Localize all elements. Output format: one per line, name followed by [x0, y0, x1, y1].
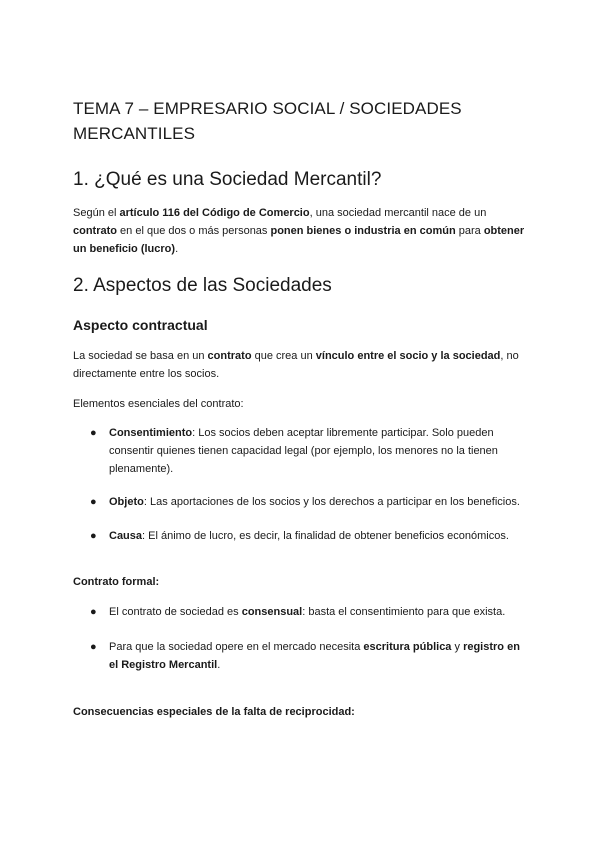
list-item: Objeto: Las aportaciones de los socios y los derechos a participar en los beneficios. [109, 496, 520, 508]
list-item: Consentimiento: Los socios deben aceptar libremente participar. Solo pueden consentir quienes tienen capacidad legal (por ejemplo, los menores no la tienen plenamente). [109, 427, 498, 475]
document-title: TEMA 7 – EMPRESARIO SOCIAL / SOCIEDADES MERCANTILES [73, 99, 462, 143]
bullet-marker: ● [90, 496, 97, 508]
list-item: Para que la sociedad opere en el mercado necesita escritura pública y registro en el Registro Mercantil. [109, 641, 520, 671]
bullet-marker: ● [90, 427, 97, 439]
contractual-paragraph: La sociedad se basa en un contrato que crea un vínculo entre el socio y la sociedad, no directamente entre los socios. [73, 350, 519, 380]
list-item: El contrato de sociedad es consensual: basta el consentimiento para que exista. [109, 606, 506, 618]
section-1-heading: 1. ¿Qué es una Sociedad Mercantil? [73, 169, 382, 190]
elements-intro: Elementos esenciales del contrato: [73, 398, 244, 410]
subheading-consecuencias: Consecuencias especiales de la falta de reciprocidad: [73, 706, 355, 718]
bullet-marker: ● [90, 606, 97, 618]
bullet-marker: ● [90, 641, 97, 653]
bullet-marker: ● [90, 530, 97, 542]
section-1-paragraph: Según el artículo 116 del Código de Comercio, una sociedad mercantil nace de un contrato en el que dos o más personas ponen bienes o industria en común para obtener un beneficio (lucro). [73, 207, 525, 255]
section-2-heading: 2. Aspectos de las Sociedades [73, 275, 332, 296]
list-item: Causa: El ánimo de lucro, es decir, la finalidad de obtener beneficios económicos. [109, 530, 509, 542]
subheading-aspecto-contractual: Aspecto contractual [73, 317, 208, 333]
subheading-contrato-formal: Contrato formal: [73, 576, 160, 588]
